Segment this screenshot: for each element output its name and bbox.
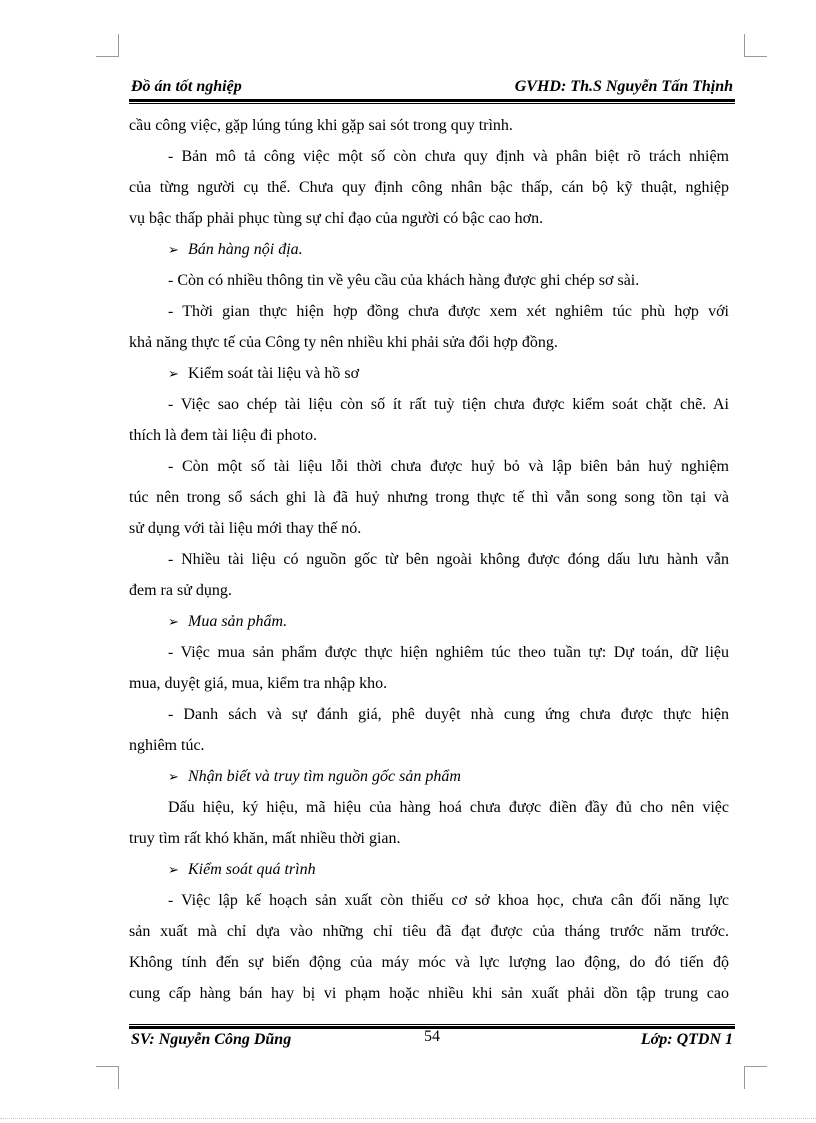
footer-rule-thin [129,1024,735,1025]
crop-mark-bottom-left [96,1066,119,1089]
arrow-bullet-icon: ➢ [168,367,179,382]
page-number: 54 [424,1028,440,1045]
footer-class: Lớp: QTDN 1 [640,1031,733,1048]
body-line: Dấu hiệu, ký hiệu, mã hiệu của hàng hoá chưa được điền đầy đủ cho nên việc [168,799,729,816]
arrow-bullet-icon: ➢ [168,863,179,878]
body-line: truy tìm rất khó khăn, mất nhiều thời gian. [129,830,401,847]
arrow-bullet-icon: ➢ [168,770,179,785]
body-line: nghiêm túc. [129,737,205,754]
body-line: - Danh sách và sự đánh giá, phê duyệt nhà cung ứng chưa được thực hiện [168,706,729,723]
body-line: Không tính đến sự biến động của máy móc và lực lượng lao động, do đó tiến độ [129,954,729,971]
body-line: - Việc lập kế hoạch sản xuất còn thiếu cơ sở khoa học, chưa cân đối năng lực [168,892,729,909]
header-title: Đồ án tốt nghiệp [131,78,242,95]
body-text [129,115,729,1014]
section-heading-text: Bán hàng nội địa. [188,241,303,258]
page-header [129,76,735,98]
body-line: - Nhiều tài liệu có nguồn gốc từ bên ngoài không được đóng dấu lưu hành vẫn [168,551,729,568]
section-heading [129,239,729,270]
body-line: khả năng thực tế của Công ty nên nhiều khi phải sửa đổi hợp đồng. [129,334,558,351]
body-line: - Việc sao chép tài liệu còn số ít rất tuỳ tiện chưa được kiểm soát chặt chẽ. Ai [168,396,729,413]
section-heading [129,611,729,642]
body-line: - Còn có nhiều thông tin về yêu cầu của khách hàng được ghi chép sơ sài. [168,272,640,289]
arrow-bullet-icon: ➢ [168,243,179,258]
body-line: - Bản mô tả công việc một số còn chưa quy định và phân biệt rõ trách nhiệm [168,148,729,165]
body-line: cầu công việc, gặp lúng túng khi gặp sai sót trong quy trình. [129,117,513,134]
crop-mark-bottom-right [744,1066,767,1089]
header-rule-thick [129,99,735,102]
body-line: thích là đem tài liệu đi photo. [129,427,317,444]
page-bottom-edge [0,1118,816,1119]
section-heading [129,363,729,394]
crop-mark-top-left [96,34,119,57]
body-line: đem ra sử dụng. [129,582,232,599]
header-rule-thin [129,103,735,104]
section-heading-text: Nhận biết và truy tìm nguồn gốc sản phẩm [188,768,461,785]
header-supervisor: GVHD: Th.S Nguyễn Tấn Thịnh [514,78,733,95]
section-heading-text: Kiểm soát quá trình [188,861,316,878]
body-line: - Thời gian thực hiện hợp đồng chưa được xem xét nghiêm túc phù hợp với [168,303,729,320]
section-heading-text: Kiểm soát tài liệu và hồ sơ [188,365,360,382]
page-footer [129,1028,735,1052]
body-line: - Còn một số tài liệu lỗi thời chưa được huỷ bỏ và lập biên bản huỷ nghiệm [168,458,729,475]
footer-student: SV: Nguyễn Công Dũng [131,1031,292,1048]
section-heading [129,766,729,797]
body-line: - Việc mua sản phẩm được thực hiện nghiêm túc theo tuần tự: Dự toán, dữ liệu [168,644,729,661]
body-line: sản xuất mà chỉ dựa vào những chỉ tiêu đã đạt được của tháng trước năm trước. [129,923,729,940]
body-line: sử dụng với tài liệu mới thay thế nó. [129,520,362,537]
section-heading [129,859,729,890]
section-heading-text: Mua sản phẩm. [188,613,288,630]
body-line: của từng người cụ thể. Chưa quy định công nhân bậc thấp, cán bộ kỹ thuật, nghiệp [129,179,729,196]
arrow-bullet-icon: ➢ [168,615,179,630]
body-line: vụ bậc thấp phải phục tùng sự chỉ đạo của người có bậc cao hơn. [129,210,544,227]
body-line: cung cấp hàng bán hay bị vi phạm hoặc nhiều khi sản xuất phải dồn tập trung cao [129,985,729,1002]
body-line: mua, duyệt giá, mua, kiểm tra nhập kho. [129,675,388,692]
crop-mark-top-right [744,34,767,57]
body-line: túc nên trong sổ sách ghi là đã huỷ nhưng trong thực tế thì vẫn song song tồn tại và [129,489,729,506]
